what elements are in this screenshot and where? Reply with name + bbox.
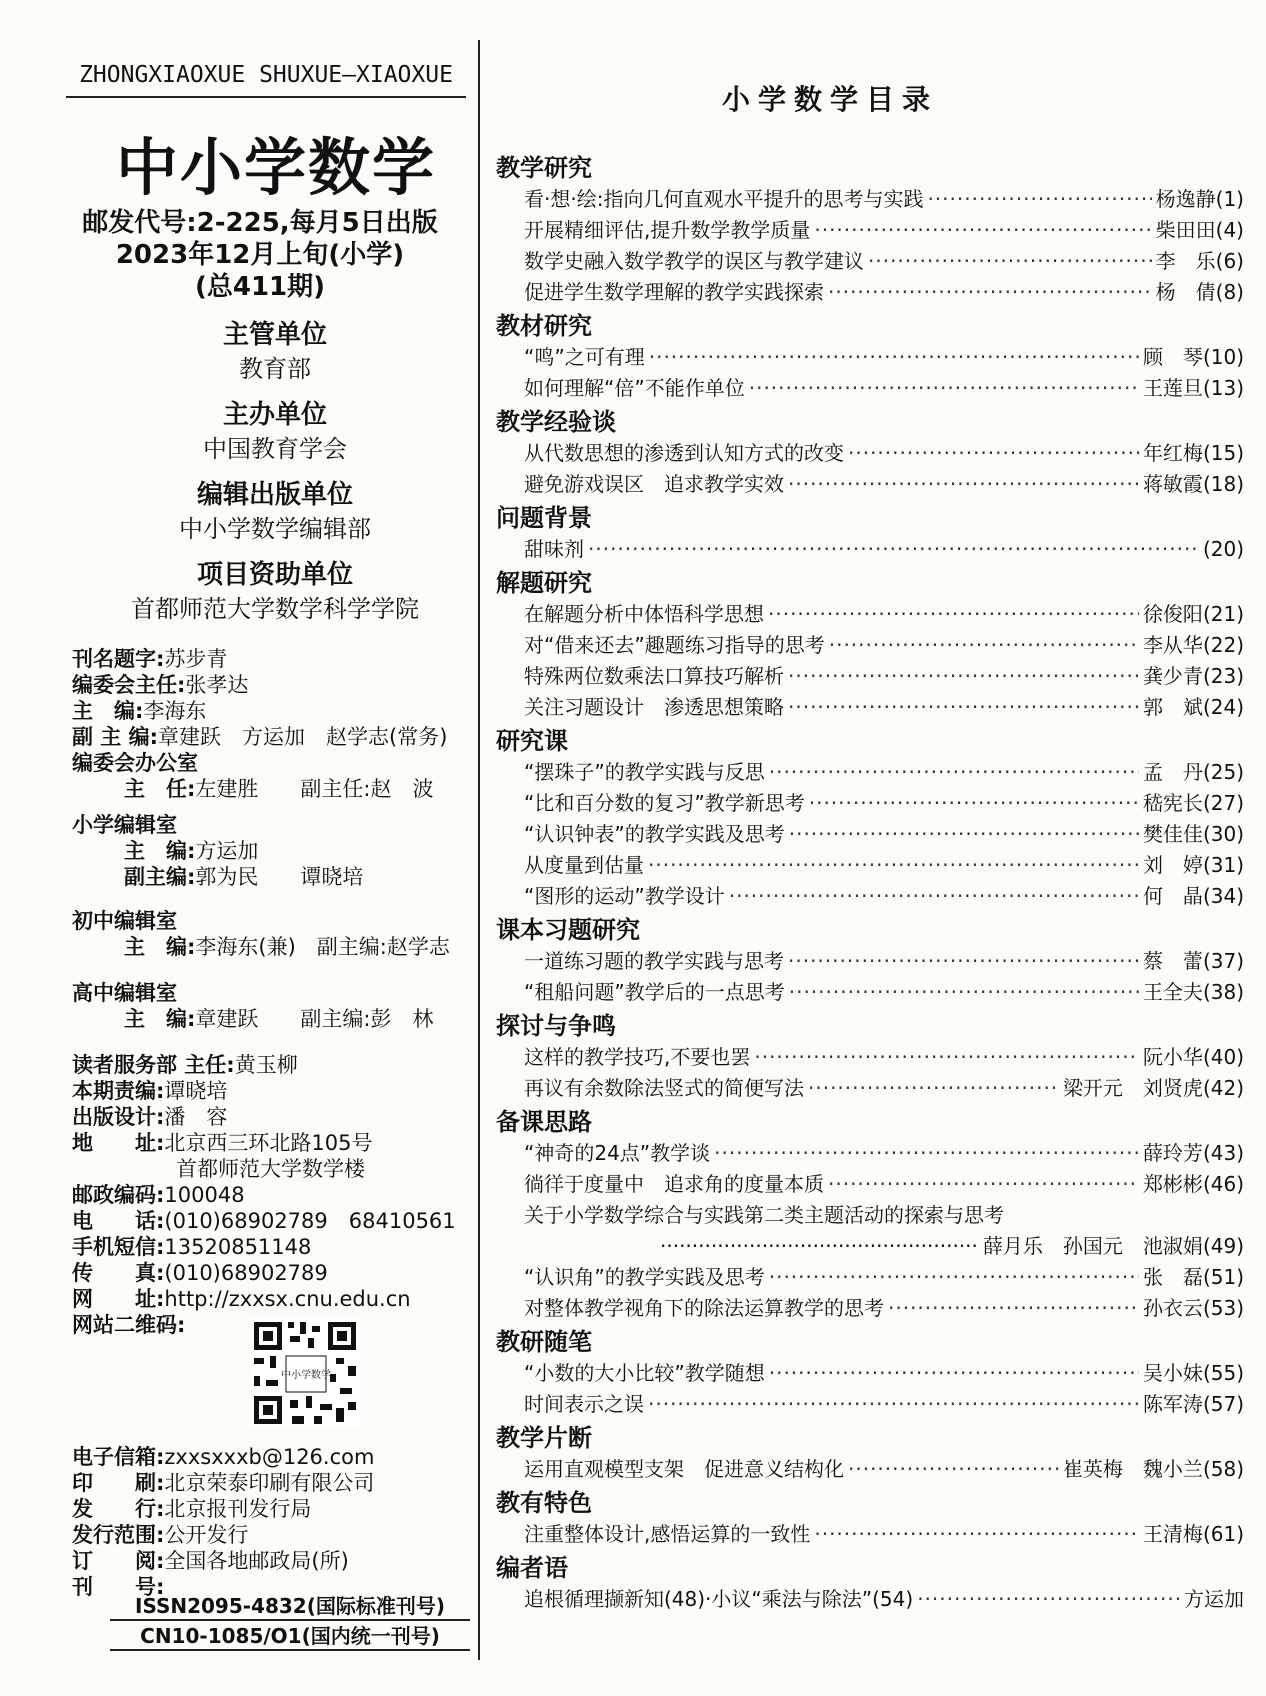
org-publisher <box>40 478 510 546</box>
toc-entry-title: 时间表示之误 <box>524 1392 644 1416</box>
toc-entry[interactable] <box>496 850 1244 881</box>
leader-dots <box>729 881 1139 912</box>
toc-entry-author: 张 磊 <box>1142 1265 1203 1289</box>
org-funder <box>40 558 510 626</box>
toc-entry-title: 这样的教学技巧,不要也罢 <box>524 1045 751 1069</box>
toc-entry-title: “图形的运动”教学设计 <box>524 884 725 908</box>
toc-entry-author: 薛玲芳 <box>1142 1141 1203 1165</box>
date-line: 2023年12月上旬(小学) <box>115 240 405 270</box>
leader-dots <box>588 534 1199 565</box>
toc-section-heading: 教研随笔 <box>496 1328 592 1356</box>
toc-entry-page: (31) <box>1202 853 1244 877</box>
toc-entry-page: (23) <box>1202 664 1244 688</box>
toc-entry[interactable] <box>496 661 1244 692</box>
toc-entry-title: “神奇的24点”教学谈 <box>524 1141 711 1165</box>
toc-entry-title: 在解题分析中体悟科学思想 <box>524 602 764 626</box>
toc-entry-author: 樊佳佳 <box>1142 822 1203 846</box>
toc-section-heading: 教学研究 <box>496 154 592 182</box>
toc-section-heading: 教学片断 <box>496 1424 592 1452</box>
toc-entry-title: “认识角”的教学实践及思考 <box>524 1265 765 1289</box>
total-issue: (总411期) <box>194 272 326 302</box>
toc-entry[interactable] <box>496 215 1244 246</box>
toc-entry-page: (1) <box>1215 187 1244 211</box>
toc-entry[interactable] <box>496 1169 1244 1200</box>
website-link[interactable]: http://zxxsx.cnu.edu.cn <box>164 1287 411 1311</box>
toc-entry-page: (40) <box>1202 1045 1244 1069</box>
toc-entry-page: (53) <box>1202 1296 1244 1320</box>
toc-entry-author: 方运加 <box>1184 1587 1244 1611</box>
toc-entry[interactable] <box>496 946 1244 977</box>
org-value: 中小学数学编辑部 <box>179 515 371 543</box>
toc-entry-page: (42) <box>1202 1076 1244 1100</box>
leader-dots <box>814 215 1151 246</box>
leader-dots <box>828 277 1152 308</box>
leader-dots <box>749 373 1139 404</box>
toc-entry-author: 杨 倩 <box>1155 280 1216 304</box>
toc-entry-page: (21) <box>1202 602 1244 626</box>
org-head: 项目资助单位 <box>196 560 353 590</box>
toc-entry[interactable] <box>496 1519 1244 1550</box>
toc-entry-page: (6) <box>1215 249 1244 273</box>
toc-entry-page: (51) <box>1202 1265 1244 1289</box>
org-value: 首都师范大学数学科学学院 <box>131 595 419 623</box>
toc-section-heading: 探讨与争鸣 <box>496 1012 616 1040</box>
leader-dots <box>769 1358 1139 1389</box>
toc-entry-page: (4) <box>1215 218 1244 242</box>
leader-dots <box>648 850 1139 881</box>
toc-entry[interactable] <box>496 469 1244 500</box>
toc-entry-title: 再议有余数除法竖式的简便写法 <box>524 1076 804 1100</box>
toc-entry[interactable] <box>496 1042 1244 1073</box>
toc-entry-author: 杨逸静 <box>1155 187 1216 211</box>
leader-dots <box>927 184 1151 215</box>
senior-office: 高中编辑室 主 编:章建跃 副主编:彭 林 <box>72 981 434 1031</box>
toc-entry-title: 数学史融入数学教学的误区与教学建议 <box>524 249 864 273</box>
leader-dots <box>768 599 1139 630</box>
junior-office: 初中编辑室 主 编:李海东(兼) 副主编:赵学志 <box>72 909 450 959</box>
toc-entry-page: (15) <box>1202 441 1244 465</box>
leader-dots <box>788 661 1139 692</box>
toc-entry-author: 郑彬彬 <box>1142 1172 1203 1196</box>
toc-entry-page: (27) <box>1202 791 1244 815</box>
org-head: 主办单位 <box>222 400 327 430</box>
toc-entry[interactable] <box>496 977 1244 1008</box>
toc-section-heading: 教有特色 <box>496 1489 592 1517</box>
toc-entry-page: (20) <box>1202 537 1244 561</box>
toc-entry-title: 对整体教学视角下的除法运算教学的思考 <box>524 1296 884 1320</box>
toc-entry[interactable] <box>496 819 1244 850</box>
toc-entry[interactable] <box>496 1389 1244 1420</box>
toc-entry-title: “认识钟表”的教学实践及思考 <box>524 822 785 846</box>
toc-entry-title: 徜徉于度量中 追求角的度量本质 <box>524 1172 824 1196</box>
leader-dots <box>788 946 1139 977</box>
masthead-column <box>0 0 480 1696</box>
toc-entry-title: 对“借来还去”趣题练习指导的思考 <box>524 633 825 657</box>
toc-entry-author: 嵇宪长 <box>1142 791 1203 815</box>
toc-entry-page: (49) <box>1202 1234 1244 1258</box>
toc-title: 小学数学目录 <box>721 83 938 116</box>
toc-entry[interactable] <box>496 1073 1244 1104</box>
toc-entry-title: 关注习题设计 渗透思想策略 <box>524 695 784 719</box>
toc-section-heading: 备课思路 <box>496 1108 592 1136</box>
toc-entry[interactable] <box>496 1584 1244 1615</box>
toc-entry-continued <box>496 1231 1244 1262</box>
toc-entry[interactable] <box>496 1454 1244 1485</box>
toc-entry-title: 从度量到估量 <box>524 853 644 877</box>
toc-entry-title: 关于小学数学综合与实践第二类主题活动的探索与思考 <box>524 1203 1004 1227</box>
leader-dots <box>917 1584 1180 1615</box>
leader-dots <box>769 757 1139 788</box>
toc-entry-page: (55) <box>1202 1361 1244 1385</box>
toc-entry[interactable] <box>496 1200 1244 1231</box>
toc-entry-page: (13) <box>1202 376 1244 400</box>
toc-entry-author: 刘 婷 <box>1142 853 1203 877</box>
journal-title: 中小学数学 <box>115 131 436 204</box>
toc-entry[interactable] <box>496 373 1244 404</box>
leader-dots <box>788 469 1139 500</box>
toc-entry[interactable] <box>496 342 1244 373</box>
leader-dots <box>848 1454 1059 1485</box>
toc-section-heading: 课本习题研究 <box>496 916 640 944</box>
toc-entry-page: (58) <box>1202 1457 1244 1481</box>
toc-entry-title: 看·想·绘:指向几何直观水平提升的思考与实践 <box>524 187 924 211</box>
toc-entry-page: (30) <box>1202 822 1244 846</box>
postal-line: 邮发代号:2-225,每月5日出版 <box>82 208 438 238</box>
leader-dots <box>754 1042 1139 1073</box>
toc-entry[interactable] <box>496 438 1244 469</box>
toc-entry-title: 促进学生数学理解的教学实践探索 <box>524 280 824 304</box>
leader-dots <box>649 342 1139 373</box>
toc-entry-title: 从代数思想的渗透到认知方式的改变 <box>524 441 844 465</box>
toc-entry-page: (22) <box>1202 633 1244 657</box>
toc-entry-title: 如何理解“倍”不能作单位 <box>524 376 745 400</box>
toc-entry-page: (37) <box>1202 949 1244 973</box>
toc-entry[interactable] <box>496 630 1244 661</box>
toc-entry-title: 追根循理撷新知(48)·小议“乘法与除法”(54) <box>524 1587 914 1611</box>
toc-entry-author: 王清梅 <box>1142 1522 1203 1546</box>
toc-entry-title: 避免游戏误区 追求教学实效 <box>524 472 784 496</box>
toc-column <box>488 0 1248 1696</box>
toc-entry-title: 开展精细评估,提升数学教学质量 <box>524 218 811 242</box>
org-head: 编辑出版单位 <box>196 480 353 510</box>
leader-dots <box>829 630 1139 661</box>
toc-entry-page: (18) <box>1202 472 1244 496</box>
toc-entry-page: (46) <box>1202 1172 1244 1196</box>
leader-dots <box>868 246 1152 277</box>
email-link[interactable]: zxxsxxxb@126.com <box>164 1445 375 1469</box>
org-value: 中国教育学会 <box>203 435 347 463</box>
toc-entry[interactable] <box>496 757 1244 788</box>
toc-entry[interactable] <box>496 277 1244 308</box>
toc-entry-author: 龚少青 <box>1142 664 1203 688</box>
org-value: 教育部 <box>239 355 311 383</box>
toc-entry-author: 柴田田 <box>1155 218 1216 242</box>
toc-entry-author: 王全夫 <box>1142 980 1203 1004</box>
toc-entry-author: 陈军涛 <box>1142 1392 1203 1416</box>
org-supervisor <box>40 318 510 386</box>
toc-entry[interactable] <box>496 184 1244 215</box>
leader-dots <box>814 1519 1139 1550</box>
toc-section-heading: 解题研究 <box>496 569 592 597</box>
toc-entry-author: 李从华 <box>1142 633 1203 657</box>
toc-entry[interactable] <box>496 788 1244 819</box>
toc-entry-title: “摆珠子”的教学实践与反思 <box>524 760 765 784</box>
leader-dots <box>808 1073 1059 1104</box>
toc-entry-author: 顾 琴 <box>1142 345 1203 369</box>
toc-entry-author: 郭 斌 <box>1142 695 1203 719</box>
leader-dots <box>789 977 1139 1008</box>
pinyin-title: ZHONGXIAOXUE SHUXUE—XIAOXUE <box>79 62 453 88</box>
toc-entry-author: 徐俊阳 <box>1142 602 1203 626</box>
toc-entry[interactable] <box>496 692 1244 723</box>
cn-number: CN10-1085/O1(国内统一刊号) <box>110 1620 470 1651</box>
toc-entry-author: 年红梅 <box>1142 441 1203 465</box>
toc-entry[interactable] <box>496 599 1244 630</box>
toc-section-heading: 研究课 <box>496 727 568 755</box>
toc-entry-title: “比和百分数的复习”教学新思考 <box>524 791 805 815</box>
toc-entry[interactable] <box>496 534 1244 565</box>
toc-entry-author: 孟 丹 <box>1142 760 1203 784</box>
toc-entry[interactable] <box>496 1358 1244 1389</box>
toc-entry-title: 甜味剂 <box>524 537 584 561</box>
leader-dots <box>848 438 1139 469</box>
leader-dots <box>788 692 1139 723</box>
leader-dots <box>660 1231 979 1262</box>
toc-entry[interactable] <box>496 1293 1244 1324</box>
toc-entry[interactable] <box>496 881 1244 912</box>
toc-entry-author: 何 晶 <box>1142 884 1203 908</box>
toc-entry-title: 特殊两位数乘法口算技巧解析 <box>524 664 784 688</box>
staff-list: 刊名题字:苏步青 编委会主任:张孝达 主 编:李海东 副 主 编:章建跃 方运加 赵学志(常务) 编委会办公室 主 任:左建胜 副主任:赵 波 <box>72 647 448 801</box>
qr-code[interactable] <box>250 1318 360 1428</box>
qr-center-label: 中小学数学 <box>281 1370 331 1381</box>
org-sponsor <box>40 398 510 466</box>
toc-entry[interactable] <box>496 1262 1244 1293</box>
leader-dots <box>828 1169 1139 1200</box>
toc-entry-page: (10) <box>1202 345 1244 369</box>
toc-entry-page: (38) <box>1202 980 1244 1004</box>
toc-entry-author: 孙衣云 <box>1142 1296 1203 1320</box>
toc-entry-page: (61) <box>1202 1522 1244 1546</box>
toc-entry-author: 阮小华 <box>1142 1045 1203 1069</box>
toc-entry-title: 运用直观模型支架 促进意义结构化 <box>524 1457 844 1481</box>
toc-entry-page: (24) <box>1202 695 1244 719</box>
toc-section-heading: 编者语 <box>496 1554 568 1582</box>
toc-section-heading: 教材研究 <box>496 312 592 340</box>
title-rule <box>66 96 466 98</box>
toc-entry[interactable] <box>496 1138 1244 1169</box>
toc-entry-title: “租船问题”教学后的一点思考 <box>524 980 785 1004</box>
leader-dots <box>648 1389 1139 1420</box>
toc-entry-page: (57) <box>1202 1392 1244 1416</box>
issn-number: ISSN2095-4832(国际标准刊号) <box>110 1590 470 1621</box>
leader-dots <box>769 1262 1139 1293</box>
toc-entry-title: 注重整体设计,感悟运算的一致性 <box>524 1522 811 1546</box>
toc-entry-author: 梁开元 刘贤虎 <box>1062 1076 1203 1100</box>
toc-entry-page: (43) <box>1202 1141 1244 1165</box>
toc-entry-author: 蔡 蕾 <box>1142 949 1203 973</box>
toc-entry-author: 薛月乐 孙国元 池淑娟 <box>982 1234 1203 1258</box>
table-of-contents <box>496 150 1244 1615</box>
toc-entry-author: 蒋敏霞 <box>1142 472 1203 496</box>
toc-entry-page: (8) <box>1215 280 1244 304</box>
contact-info: 读者服务部 主任:黄玉柳 本期责编:谭晓培 出版设计:潘 容 地 址:北京西三环北路105号 首都师范大学数学楼 邮政编码:100048 电 话:(010)68902789 68410561 手机短信:13520851148 传 真:(010)68902789 网 址:http://zxxsx.cnu.edu.cn 网站二维码: <box>72 1053 456 1337</box>
toc-section-heading: 教学经验谈 <box>496 408 616 436</box>
primary-office: 小学编辑室 主 编:方运加 副主编:郭为民 谭晓培 <box>72 813 364 889</box>
leader-dots <box>789 819 1139 850</box>
org-head: 主管单位 <box>222 320 327 350</box>
toc-entry-author: 吴小妹 <box>1142 1361 1203 1385</box>
toc-entry-title: 一道练习题的教学实践与思考 <box>524 949 784 973</box>
print-info: 电子信箱:zxxsxxxb@126.com 印 刷:北京荣泰印刷有限公司 发 行:北京报刊发行局 发行范围:公开发行 订 阅:全国各地邮政局(所) 刊 号: <box>72 1445 375 1599</box>
toc-entry-page: (34) <box>1202 884 1244 908</box>
leader-dots <box>888 1293 1139 1324</box>
toc-entry[interactable] <box>496 246 1244 277</box>
toc-entry-title: “鸣”之可有理 <box>524 345 645 369</box>
toc-entry-author: 王莲旦 <box>1142 376 1203 400</box>
leader-dots <box>809 788 1139 819</box>
toc-entry-author: 李 乐 <box>1155 249 1216 273</box>
leader-dots <box>714 1138 1139 1169</box>
toc-entry-title: “小数的大小比较”教学随想 <box>524 1361 765 1385</box>
toc-entry-page: (25) <box>1202 760 1244 784</box>
toc-section-heading: 问题背景 <box>496 504 592 532</box>
toc-entry-author: 崔英梅 魏小兰 <box>1062 1457 1203 1481</box>
column-divider <box>478 40 480 1660</box>
